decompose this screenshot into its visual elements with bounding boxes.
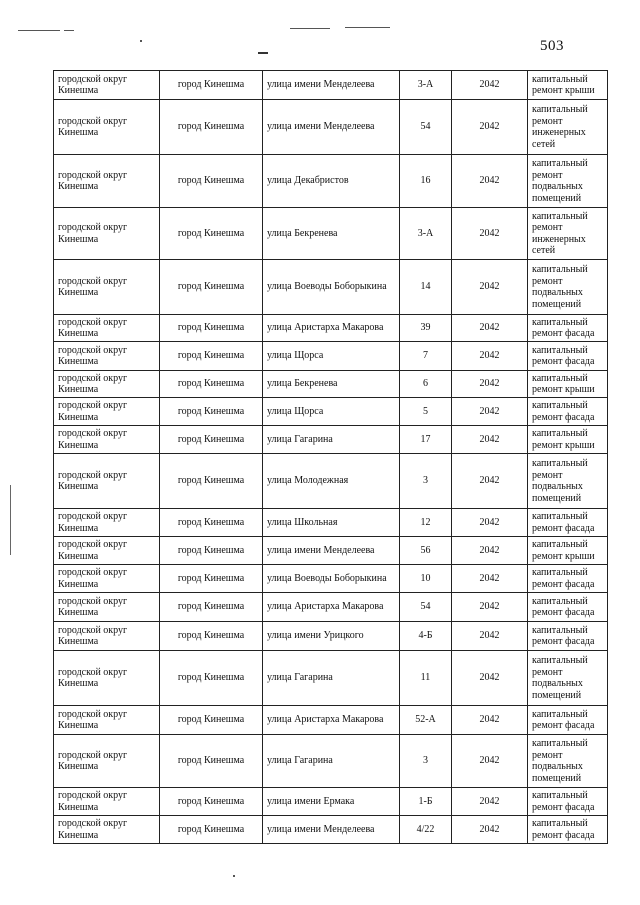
work-type-cell: капитальный ремонт крыши	[528, 426, 608, 454]
street-cell: улица Щорса	[263, 398, 400, 426]
town-cell: город Кинешма	[160, 208, 263, 260]
scan-artifact	[233, 875, 235, 877]
town-cell: город Кинешма	[160, 342, 263, 371]
town-cell: город Кинешма	[160, 651, 263, 706]
work-type-cell: капитальный ремонт фасада	[528, 593, 608, 622]
table-row	[54, 651, 608, 706]
town-cell: город Кинешма	[160, 398, 263, 426]
scan-artifact	[258, 52, 268, 54]
year-cell: 2042	[452, 622, 528, 651]
house-number-cell: 7	[400, 342, 452, 371]
work-type-cell: капитальный ремонт подвальных помещений	[528, 155, 608, 208]
work-type-cell: капитальный ремонт крыши	[528, 371, 608, 398]
municipality-cell: городской округ Кинешма	[54, 537, 160, 565]
table-row	[54, 454, 608, 509]
year-cell: 2042	[452, 706, 528, 735]
table-row	[54, 71, 608, 100]
work-type-cell: капитальный ремонт инженерных сетей	[528, 100, 608, 155]
scan-artifact	[290, 28, 330, 29]
scan-artifact	[18, 30, 60, 31]
year-cell: 2042	[452, 735, 528, 788]
municipality-cell: городской округ Кинешма	[54, 208, 160, 260]
town-cell: город Кинешма	[160, 735, 263, 788]
table-row	[54, 100, 608, 155]
street-cell: улица Гагарина	[263, 651, 400, 706]
town-cell: город Кинешма	[160, 509, 263, 537]
town-cell: город Кинешма	[160, 565, 263, 593]
house-number-cell: 39	[400, 315, 452, 342]
table-row	[54, 706, 608, 735]
street-cell: улица имени Менделеева	[263, 100, 400, 155]
table-row	[54, 565, 608, 593]
street-cell: улица Гагарина	[263, 426, 400, 454]
town-cell: город Кинешма	[160, 426, 263, 454]
street-cell: улица Школьная	[263, 509, 400, 537]
year-cell: 2042	[452, 208, 528, 260]
town-cell: город Кинешма	[160, 816, 263, 844]
street-cell: улица Воеводы Боборыкина	[263, 565, 400, 593]
year-cell: 2042	[452, 816, 528, 844]
municipality-cell: городской округ Кинешма	[54, 651, 160, 706]
table-row	[54, 593, 608, 622]
house-number-cell: 3-А	[400, 208, 452, 260]
town-cell: город Кинешма	[160, 71, 263, 100]
town-cell: город Кинешма	[160, 593, 263, 622]
house-number-cell: 4/22	[400, 816, 452, 844]
municipality-cell: городской округ Кинешма	[54, 788, 160, 816]
municipality-cell: городской округ Кинешма	[54, 426, 160, 454]
house-number-cell: 3	[400, 454, 452, 509]
house-number-cell: 10	[400, 565, 452, 593]
work-type-cell: капитальный ремонт фасада	[528, 342, 608, 371]
town-cell: город Кинешма	[160, 100, 263, 155]
town-cell: город Кинешма	[160, 371, 263, 398]
table-row	[54, 537, 608, 565]
table-row	[54, 398, 608, 426]
house-number-cell: 16	[400, 155, 452, 208]
municipality-cell: городской округ Кинешма	[54, 155, 160, 208]
house-number-cell: 54	[400, 593, 452, 622]
municipality-cell: городской округ Кинешма	[54, 454, 160, 509]
house-number-cell: 52-А	[400, 706, 452, 735]
municipality-cell: городской округ Кинешма	[54, 371, 160, 398]
house-number-cell: 54	[400, 100, 452, 155]
street-cell: улица Бекренева	[263, 208, 400, 260]
town-cell: город Кинешма	[160, 155, 263, 208]
year-cell: 2042	[452, 398, 528, 426]
table-row	[54, 208, 608, 260]
house-number-cell: 11	[400, 651, 452, 706]
scan-artifact	[64, 30, 74, 31]
work-type-cell: капитальный ремонт фасада	[528, 565, 608, 593]
street-cell: улица Молодежная	[263, 454, 400, 509]
municipality-cell: городской округ Кинешма	[54, 71, 160, 100]
house-number-cell: 6	[400, 371, 452, 398]
municipality-cell: городской округ Кинешма	[54, 622, 160, 651]
municipality-cell: городской округ Кинешма	[54, 593, 160, 622]
work-type-cell: капитальный ремонт подвальных помещений	[528, 454, 608, 509]
table-row	[54, 155, 608, 208]
municipality-cell: городской округ Кинешма	[54, 509, 160, 537]
municipality-cell: городской округ Кинешма	[54, 816, 160, 844]
page-number: 503	[540, 38, 564, 54]
municipality-cell: городской округ Кинешма	[54, 398, 160, 426]
street-cell: улица Воеводы Боборыкина	[263, 260, 400, 315]
street-cell: улица Гагарина	[263, 735, 400, 788]
table-row	[54, 622, 608, 651]
table-row	[54, 260, 608, 315]
work-type-cell: капитальный ремонт фасада	[528, 315, 608, 342]
municipality-cell: городской округ Кинешма	[54, 315, 160, 342]
year-cell: 2042	[452, 565, 528, 593]
work-type-cell: капитальный ремонт крыши	[528, 71, 608, 100]
house-number-cell: 14	[400, 260, 452, 315]
work-type-cell: капитальный ремонт фасада	[528, 706, 608, 735]
municipality-cell: городской округ Кинешма	[54, 342, 160, 371]
street-cell: улица Аристарха Макарова	[263, 315, 400, 342]
street-cell: улица имени Ермака	[263, 788, 400, 816]
town-cell: город Кинешма	[160, 622, 263, 651]
table-row	[54, 788, 608, 816]
street-cell: улица имени Урицкого	[263, 622, 400, 651]
town-cell: город Кинешма	[160, 454, 263, 509]
scan-artifact	[10, 485, 11, 555]
street-cell: улица имени Менделеева	[263, 71, 400, 100]
street-cell: улица Аристарха Макарова	[263, 593, 400, 622]
year-cell: 2042	[452, 454, 528, 509]
year-cell: 2042	[452, 371, 528, 398]
year-cell: 2042	[452, 426, 528, 454]
municipality-cell: городской округ Кинешма	[54, 100, 160, 155]
work-type-cell: капитальный ремонт подвальных помещений	[528, 651, 608, 706]
town-cell: город Кинешма	[160, 706, 263, 735]
house-number-cell: 12	[400, 509, 452, 537]
year-cell: 2042	[452, 593, 528, 622]
municipality-cell: городской округ Кинешма	[54, 565, 160, 593]
year-cell: 2042	[452, 651, 528, 706]
work-type-cell: капитальный ремонт крыши	[528, 537, 608, 565]
street-cell: улица имени Менделеева	[263, 816, 400, 844]
street-cell: улица Бекренева	[263, 371, 400, 398]
table-row	[54, 509, 608, 537]
table-body	[54, 71, 608, 844]
year-cell: 2042	[452, 315, 528, 342]
scan-artifact	[140, 40, 142, 42]
repair-schedule-table	[53, 70, 608, 844]
street-cell: улица Аристарха Макарова	[263, 706, 400, 735]
work-type-cell: капитальный ремонт фасада	[528, 816, 608, 844]
year-cell: 2042	[452, 537, 528, 565]
scan-artifact	[345, 27, 390, 28]
work-type-cell: капитальный ремонт подвальных помещений	[528, 260, 608, 315]
year-cell: 2042	[452, 155, 528, 208]
municipality-cell: городской округ Кинешма	[54, 706, 160, 735]
work-type-cell: капитальный ремонт фасада	[528, 788, 608, 816]
town-cell: город Кинешма	[160, 788, 263, 816]
house-number-cell: 4-Б	[400, 622, 452, 651]
table-row	[54, 735, 608, 788]
table-row	[54, 342, 608, 371]
house-number-cell: 17	[400, 426, 452, 454]
street-cell: улица Декабристов	[263, 155, 400, 208]
work-type-cell: капитальный ремонт фасада	[528, 398, 608, 426]
house-number-cell: 3-А	[400, 71, 452, 100]
year-cell: 2042	[452, 100, 528, 155]
work-type-cell: капитальный ремонт инженерных сетей	[528, 208, 608, 260]
year-cell: 2042	[452, 788, 528, 816]
work-type-cell: капитальный ремонт фасада	[528, 509, 608, 537]
table-row	[54, 426, 608, 454]
street-cell: улица имени Менделеева	[263, 537, 400, 565]
town-cell: город Кинешма	[160, 315, 263, 342]
house-number-cell: 56	[400, 537, 452, 565]
town-cell: город Кинешма	[160, 537, 263, 565]
municipality-cell: городской округ Кинешма	[54, 260, 160, 315]
house-number-cell: 3	[400, 735, 452, 788]
street-cell: улица Щорса	[263, 342, 400, 371]
work-type-cell: капитальный ремонт подвальных помещений	[528, 735, 608, 788]
house-number-cell: 5	[400, 398, 452, 426]
year-cell: 2042	[452, 71, 528, 100]
house-number-cell: 1-Б	[400, 788, 452, 816]
table-row	[54, 816, 608, 844]
town-cell: город Кинешма	[160, 260, 263, 315]
work-type-cell: капитальный ремонт фасада	[528, 622, 608, 651]
table-row	[54, 315, 608, 342]
municipality-cell: городской округ Кинешма	[54, 735, 160, 788]
year-cell: 2042	[452, 342, 528, 371]
table-row	[54, 371, 608, 398]
year-cell: 2042	[452, 260, 528, 315]
year-cell: 2042	[452, 509, 528, 537]
